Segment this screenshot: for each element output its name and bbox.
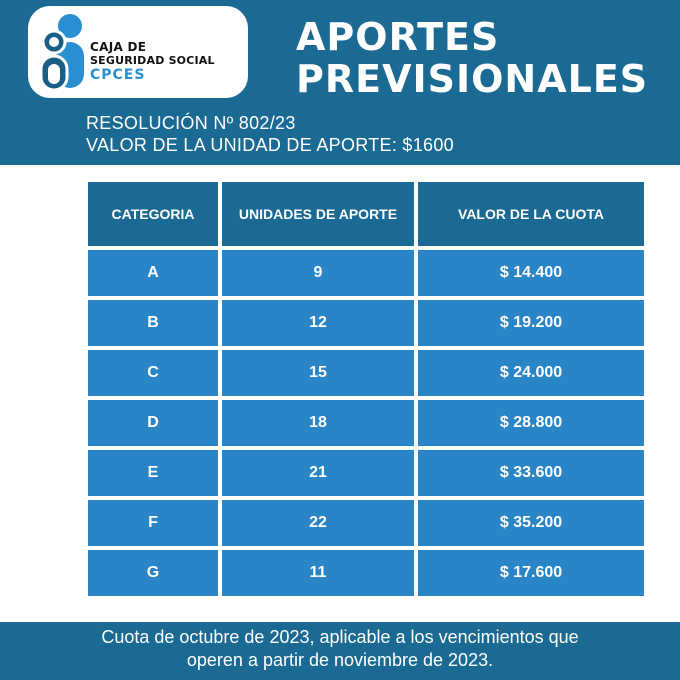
cell-unidades: 21 bbox=[222, 450, 414, 496]
cell-unidades: 12 bbox=[222, 300, 414, 346]
cell-unidades: 11 bbox=[222, 550, 414, 596]
unit-value-text: VALOR DE LA UNIDAD DE APORTE: $1600 bbox=[86, 135, 454, 155]
cell-valor: $ 33.600 bbox=[418, 450, 644, 496]
resolution-text: RESOLUCIÓN Nº 802/23 bbox=[86, 113, 296, 133]
logo-line-1: CAJA DE bbox=[90, 40, 147, 54]
cell-categoria: B bbox=[88, 300, 218, 346]
cell-categoria: E bbox=[88, 450, 218, 496]
subtitle bbox=[86, 112, 454, 156]
logo-line-3: CPCES bbox=[90, 67, 146, 83]
table-row bbox=[88, 350, 644, 396]
cell-unidades: 9 bbox=[222, 250, 414, 296]
footer-line-2: operen a partir de noviembre de 2023. bbox=[186, 650, 494, 670]
cell-valor: $ 28.800 bbox=[418, 400, 644, 446]
cell-categoria: C bbox=[88, 350, 218, 396]
contributions-table bbox=[84, 178, 648, 600]
header-banner bbox=[0, 0, 680, 165]
header-unidades: UNIDADES DE APORTE bbox=[222, 182, 414, 246]
table-row bbox=[88, 300, 644, 346]
logo-line-2: SEGURIDAD SOCIAL bbox=[90, 54, 215, 67]
logo bbox=[28, 6, 248, 98]
cell-unidades: 22 bbox=[222, 500, 414, 546]
title-line-1: APORTES bbox=[296, 15, 500, 59]
table-row bbox=[88, 400, 644, 446]
cell-categoria: F bbox=[88, 500, 218, 546]
page-title bbox=[296, 16, 648, 100]
cell-valor: $ 14.400 bbox=[418, 250, 644, 296]
footer-banner bbox=[0, 622, 680, 680]
cell-categoria: G bbox=[88, 550, 218, 596]
cell-valor: $ 24.000 bbox=[418, 350, 644, 396]
table-header-row bbox=[88, 182, 644, 246]
cell-valor: $ 19.200 bbox=[418, 300, 644, 346]
cell-categoria: D bbox=[88, 400, 218, 446]
table-row bbox=[88, 550, 644, 596]
header-categoria: CATEGORIA bbox=[88, 182, 218, 246]
cell-valor: $ 17.600 bbox=[418, 550, 644, 596]
table-row bbox=[88, 450, 644, 496]
people-logo-icon bbox=[38, 12, 88, 92]
cell-unidades: 15 bbox=[222, 350, 414, 396]
header-valor: VALOR DE LA CUOTA bbox=[418, 182, 644, 246]
table-row bbox=[88, 500, 644, 546]
footer-line-1: Cuota de octubre de 2023, aplicable a los vencimientos que bbox=[101, 627, 579, 647]
title-line-2: PREVISIONALES bbox=[296, 57, 649, 101]
cell-categoria: A bbox=[88, 250, 218, 296]
logo-text bbox=[90, 40, 215, 82]
cell-valor: $ 35.200 bbox=[418, 500, 644, 546]
cell-unidades: 18 bbox=[222, 400, 414, 446]
table-row bbox=[88, 250, 644, 296]
